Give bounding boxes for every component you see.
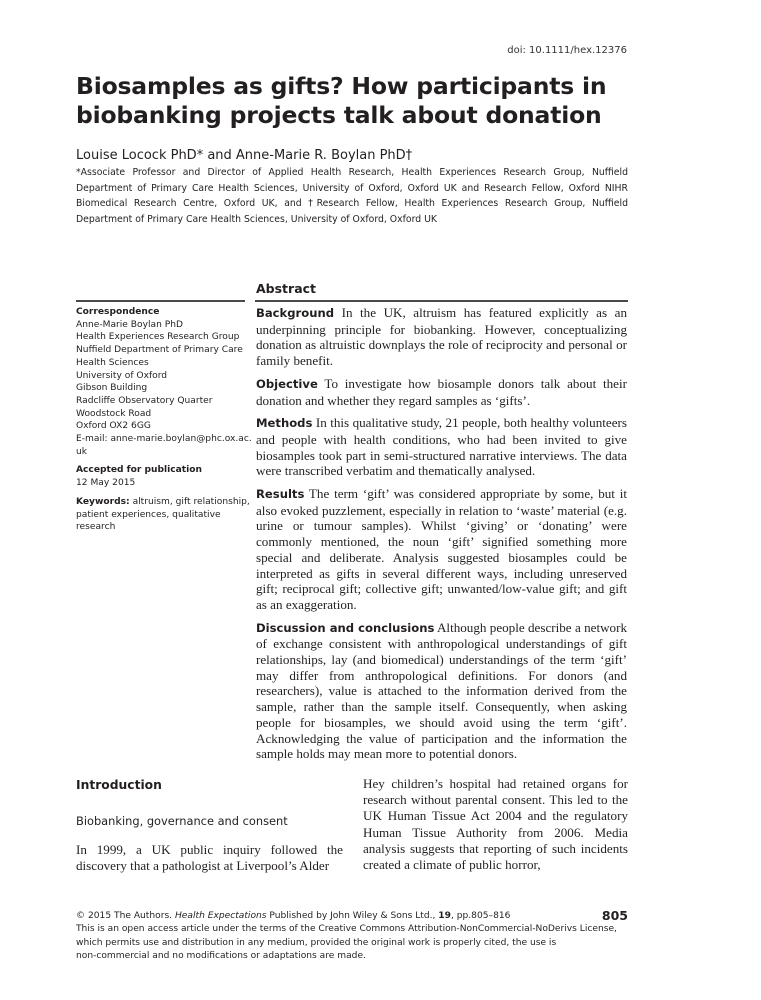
correspondence-block: [76, 306, 252, 458]
sidebar-divider: [76, 300, 245, 302]
license-line: non-commercial and no modifications or adaptations are made.: [76, 951, 366, 962]
correspondence-line: Oxford OX2 6GG: [76, 421, 151, 432]
abstract-results: [256, 486, 627, 613]
abstract-section-label: Background: [256, 306, 335, 320]
page-range: , pp.805–816: [450, 911, 511, 921]
keywords-text: research: [76, 522, 116, 533]
abstract-methods: [256, 415, 627, 479]
correspondence-email-continued[interactable]: uk: [76, 446, 88, 457]
article-title: Biosamples as gifts? How participants in biobanking projects talk about donation: [76, 72, 607, 129]
abstract-section-text: To investigate how biosample donors talk about their donation and whether they regard samples as ‘gifts’.: [256, 375, 627, 408]
abstract-section-label: Discussion and conclusions: [256, 620, 435, 635]
correspondence-line: Woodstock Road: [76, 408, 152, 419]
abstract-section-label: Results: [256, 487, 305, 502]
introduction-heading: Introduction: [76, 778, 162, 792]
abstract-section-text: The term ‘gift’ was considered appropriate by some, but it also evoked puzzlement, especially in relation to ‘waste’ material (e.g. urine or tumour samples). Whilst ‘giving’ or ‘donating’ were commonly mentioned, the noun ‘gift’ signified something more special and deliberate. Analysis suggested biosamples could be interpreted as gifts in several different ways, including unreserved gift; reciprocal gift; collective gift; unwanted/low-value gift; and gift as an exaggeration.: [256, 486, 627, 612]
journal-name: Health Expectations: [174, 911, 267, 921]
author-affiliations: *Associate Professor and Director of Applied Health Research, Health Experiences Research Group, Nuffield Department of Primary Care Health Sciences, University of Oxford, Oxford UK and Research Fellow, Oxford NIHR Biomedical Research Centre, Oxford UK, and †Research Fellow, Health Experiences Research Group, Nuffield Department of Primary Care Health Sciences, University of Oxford, Oxford UK: [76, 167, 628, 225]
keywords-label: Keywords:: [76, 496, 130, 507]
abstract-section-text: In this qualitative study, 21 people, both healthy volunteers and people with health conditions, who had been invited to give biosamples took part in semi-structured narrative interviews. The data were transcribed verbatim and thematically analysed.: [256, 415, 627, 479]
abstract-section-label: Objective: [256, 376, 318, 391]
correspondence-line: Health Sciences: [76, 357, 149, 368]
abstract-section-label: Methods: [256, 416, 313, 431]
correspondence-line: Health Experiences Research Group: [76, 332, 240, 343]
introduction-left-column: [76, 778, 343, 874]
accepted-date: 12 May 2015: [76, 478, 136, 489]
abstract-section-text: In the UK, altruism has featured explicitly as an underpinning principle for biobanking. However, conceptualizing donation as altruistic downplays the role of reciprocity and personal or family benefit.: [256, 305, 627, 369]
page-footer: [76, 910, 628, 964]
keywords-block: [76, 496, 248, 534]
abstract-body: [256, 305, 627, 769]
introduction-paragraph: In 1999, a UK public inquiry followed the discovery that a pathologist at Liverpool’s Alder: [76, 842, 343, 874]
abstract-heading: Abstract: [256, 281, 317, 296]
correspondence-line: Gibson Building: [76, 383, 148, 394]
introduction-subheading: Biobanking, governance and consent: [76, 814, 288, 828]
correspondence-line: University of Oxford: [76, 370, 168, 381]
correspondence-line: Nuffield Department of Primary Care: [76, 345, 243, 356]
publisher-text: Published by John Wiley & Sons Ltd.,: [266, 911, 439, 921]
accepted-label: Accepted for publication: [76, 465, 202, 476]
license-line: This is an open access article under the terms of the Creative Commons Attribution-NonCommercial-NoDerivs License,: [76, 924, 617, 935]
introduction-paragraph-continued: Hey children’s hospital had retained organs for research without parental consent. This led to the UK Human Tissue Act 2004 and the regulatory Human Tissue Authority from 2006. Media analysis suggests that reporting of such incidents created a climate of public horror,: [363, 776, 628, 873]
abstract-divider: [255, 300, 628, 302]
correspondence-label: Correspondence: [76, 307, 160, 317]
doi[interactable]: doi: 10.1111/hex.12376: [507, 45, 627, 56]
page-number: 805: [601, 908, 628, 923]
keywords-text: altruism, gift relationship,: [129, 496, 250, 507]
volume-number: 19: [438, 911, 451, 921]
abstract-background: [256, 305, 627, 369]
abstract-section-text: Although people describe a network of exchange consistent with anthropological understandings of gift relationships, lay (and biomedical) understandings of the term ‘gift’ may differ from anthropological definitions. For donors (and researchers), value is attached to the information derived from the sample, rather than the sample itself. Consequently, when asking people for biosamples, we should avoid using the term ‘gift’. Acknowledging the value of participation and the information the sample holds may mean more to potential donors.: [256, 619, 627, 762]
correspondence-line: Radcliffe Observatory Quarter: [76, 395, 213, 406]
author-list: Louise Locock PhD* and Anne-Marie R. Boylan PhD†: [76, 148, 413, 163]
copyright-text: © 2015 The Authors.: [76, 911, 175, 921]
correspondence-line: Anne-Marie Boylan PhD: [76, 319, 183, 330]
article-info-sidebar: [76, 306, 252, 540]
accepted-block: [76, 464, 248, 489]
keywords-text: patient experiences, qualitative: [76, 509, 221, 520]
abstract-objective: [256, 376, 627, 408]
abstract-discussion: [256, 620, 627, 762]
license-line: which permits use and distribution in any medium, provided the original work is properly cited, the use is: [76, 937, 557, 948]
copyright-line: [76, 910, 628, 923]
correspondence-email[interactable]: E-mail: anne-marie.boylan@phc.ox.ac.: [76, 434, 252, 445]
